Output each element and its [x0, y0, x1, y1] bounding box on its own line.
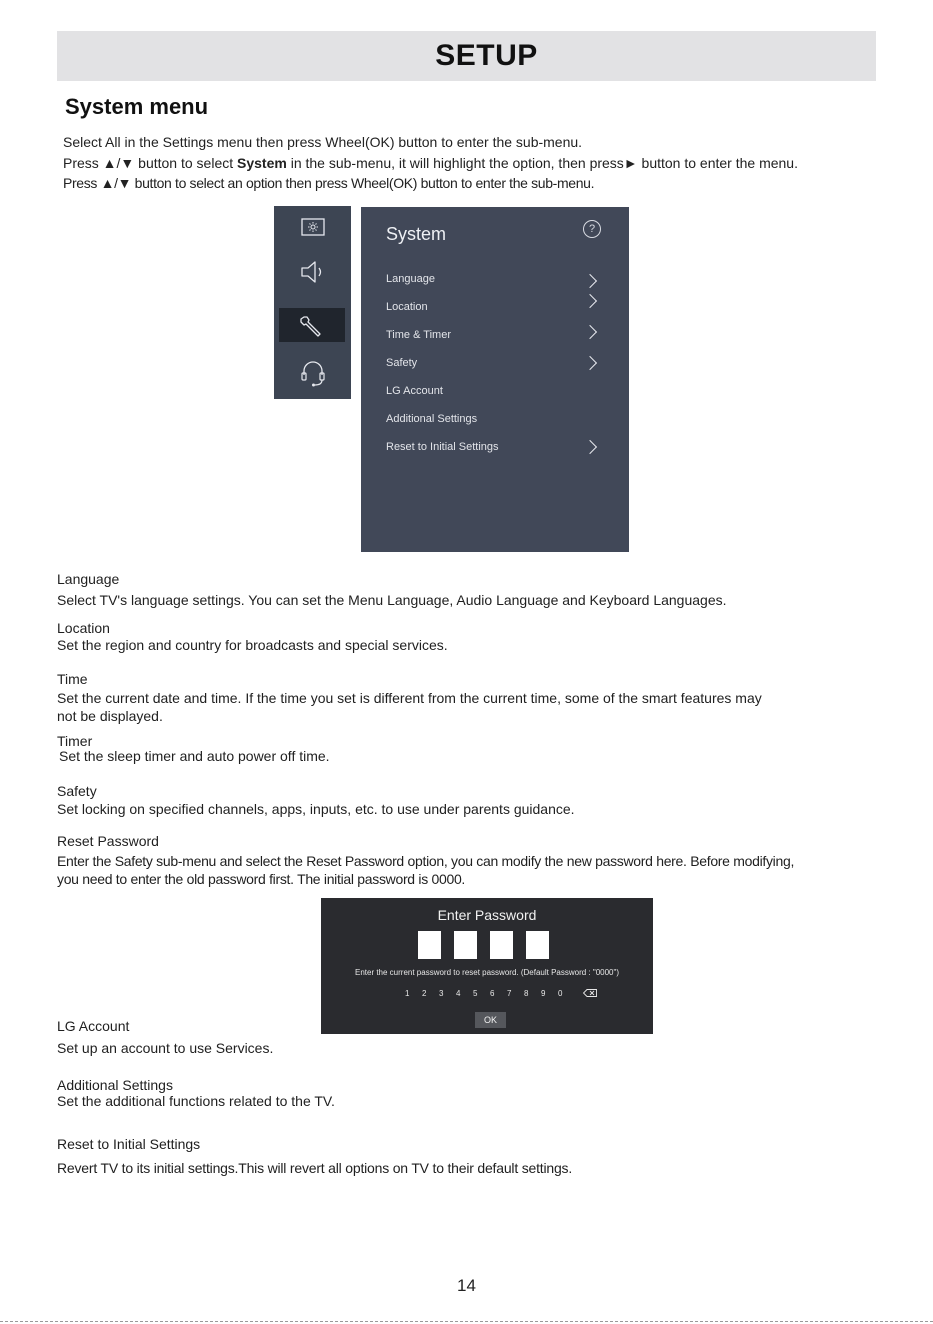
lg-account-heading: LG Account: [57, 1018, 130, 1034]
sound-icon[interactable]: [274, 255, 351, 289]
intro-line-3: Press ▲/▼ button to select an option then press Wheel(OK) button to enter the sub-menu.: [63, 175, 595, 191]
keypad-digit[interactable]: 5: [473, 989, 478, 998]
header-bar: [57, 31, 876, 81]
intro-line-2-end: in the sub-menu, it will highlight the option, then press► button to enter the menu.: [286, 155, 798, 171]
enter-password-dialog: [321, 898, 653, 1034]
section-title: System menu: [65, 94, 209, 119]
password-digit-box[interactable]: [490, 931, 513, 959]
keypad-digit[interactable]: 7: [507, 989, 512, 998]
menu-item-safety[interactable]: Safety: [386, 357, 418, 369]
keypad-digit[interactable]: 0: [558, 989, 563, 998]
password-digit-box[interactable]: [526, 931, 549, 959]
language-description: Select TV's language settings. You can set the Menu Language, Audio Language and Keyboard Languages.: [57, 592, 727, 608]
keypad-digit[interactable]: 8: [524, 989, 529, 998]
chevron-right-icon: [583, 274, 597, 288]
intro-line-2-system: System: [237, 155, 287, 171]
chevron-right-icon: [583, 356, 597, 370]
enter-password-title: Enter Password: [437, 907, 537, 923]
chevron-right-icon: [583, 440, 597, 454]
password-digit-box[interactable]: [418, 931, 441, 959]
intro-line-1: Select All in the Settings menu then press Wheel(OK) button to enter the sub-menu.: [63, 134, 583, 150]
language-heading: Language: [57, 571, 120, 587]
time-description-line-2: not be displayed.: [57, 708, 163, 724]
keypad-digit[interactable]: 1: [405, 989, 410, 998]
password-digit-box[interactable]: [454, 931, 477, 959]
menu-item-additional-settings[interactable]: Additional Settings: [386, 413, 478, 425]
chevron-right-icon: [583, 325, 597, 339]
ok-button[interactable]: OK: [475, 1012, 506, 1028]
keypad-digit[interactable]: 9: [541, 989, 546, 998]
intro-line-2-start: Press ▲/▼ button to select: [63, 155, 238, 171]
picture-icon[interactable]: [274, 210, 351, 244]
additional-settings-description: Set the additional functions related to the TV.: [57, 1093, 335, 1109]
keypad-digit[interactable]: 3: [439, 989, 444, 998]
location-heading: Location: [57, 620, 110, 636]
menu-item-language[interactable]: Language: [386, 273, 435, 285]
reset-initial-description: Revert TV to its initial settings.This will revert all options on TV to their default settings.: [57, 1160, 573, 1176]
footer-divider: [0, 1321, 933, 1322]
page-header-title: SETUP: [435, 39, 538, 72]
menu-item-location[interactable]: Location: [386, 301, 428, 313]
reset-password-heading: Reset Password: [57, 833, 159, 849]
location-description: Set the region and country for broadcasts and special services.: [57, 637, 448, 653]
reset-initial-heading: Reset to Initial Settings: [57, 1136, 201, 1152]
page-number: 14: [457, 1276, 476, 1295]
safety-heading: Safety: [57, 783, 97, 799]
time-heading: Time: [57, 671, 88, 687]
additional-settings-heading: Additional Settings: [57, 1077, 173, 1093]
password-hint: Enter the current password to reset password. (Default Password : "0000"): [354, 968, 620, 977]
headset-icon[interactable]: [274, 356, 351, 390]
keypad-digit[interactable]: 2: [422, 989, 427, 998]
intro-line-2: [63, 155, 798, 171]
backspace-icon[interactable]: [583, 989, 597, 997]
timer-description: Set the sleep timer and auto power off time.: [59, 748, 330, 764]
system-menu-panel: [361, 207, 629, 552]
keypad-digit[interactable]: 4: [456, 989, 461, 998]
menu-item-lg-account[interactable]: LG Account: [386, 385, 443, 397]
time-description-line-1: Set the current date and time. If the time you set is different from the current time, some of the smart features may: [57, 690, 762, 706]
timer-heading: Timer: [57, 733, 93, 749]
system-menu-title: System: [386, 224, 447, 244]
chevron-right-icon: [583, 294, 597, 308]
settings-sidebar: [274, 206, 351, 399]
menu-item-reset-initial[interactable]: Reset to Initial Settings: [386, 441, 499, 453]
menu-item-time-timer[interactable]: Time & Timer: [386, 329, 451, 341]
keypad-digit[interactable]: 6: [490, 989, 495, 998]
reset-password-description-line-2: you need to enter the old password first. The initial password is 0000.: [57, 871, 466, 887]
lg-account-description: Set up an account to use Services.: [57, 1040, 274, 1056]
safety-description: Set locking on specified channels, apps, inputs, etc. to use under parents guidance.: [57, 801, 575, 817]
wrench-icon[interactable]: [279, 308, 345, 342]
reset-password-description-line-1: Enter the Safety sub-menu and select the Reset Password option, you can modify the new password here. Before modifying,: [57, 853, 795, 869]
help-icon[interactable]: ?: [583, 220, 601, 238]
